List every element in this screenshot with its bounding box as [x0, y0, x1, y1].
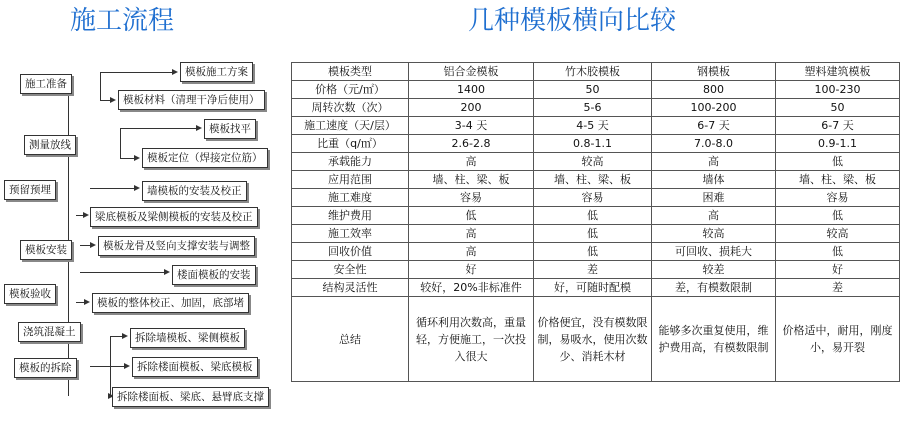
flow-branch: 模板找平 — [204, 119, 256, 139]
arrow-icon — [83, 212, 89, 218]
flow-connector — [100, 100, 110, 101]
summary-row — [292, 297, 900, 382]
table-cell: 墙、柱、梁、板 — [534, 171, 652, 189]
table-cell: 低 — [534, 243, 652, 261]
flow-connector — [76, 215, 83, 216]
flow-connector — [120, 158, 134, 159]
flow-connector — [100, 72, 101, 100]
table-row — [292, 243, 900, 261]
table-cell: 6-7 天 — [776, 117, 900, 135]
table-cell: 5-6 — [534, 99, 652, 117]
table-row — [292, 153, 900, 171]
flow-step-survey: 测量放线 — [24, 135, 76, 155]
table-row — [292, 171, 900, 189]
table-cell: 7.0-8.0 — [652, 135, 776, 153]
table-cell: 低 — [776, 153, 900, 171]
flow-branch: 模板定位（焊接定位筋） — [142, 148, 268, 168]
flow-step-embed: 预留预埋 — [4, 180, 56, 200]
table-cell: 低 — [776, 243, 900, 261]
flow-branch: 模板龙骨及竖向支撑安装与调整 — [98, 236, 255, 256]
table-cell: 0.9-1.1 — [776, 135, 900, 153]
table-header-row — [292, 63, 900, 81]
summary-cell: 价格便宜，没有模数限制，易吸水，使用次数少、消耗木材 — [534, 297, 652, 382]
row-label: 承载能力 — [292, 153, 409, 171]
construction-flowchart — [0, 0, 290, 422]
row-label: 施工效率 — [292, 225, 409, 243]
flow-connector — [80, 272, 164, 273]
table-cell: 高 — [409, 243, 534, 261]
table-cell: 50 — [534, 81, 652, 99]
row-label: 价格（元/㎡） — [292, 81, 409, 99]
table-cell: 差，有模数限制 — [652, 279, 776, 297]
column-header: 模板类型 — [292, 63, 409, 81]
comparison-title: 几种模板横向比较 — [468, 6, 677, 36]
table-cell: 2.6-2.8 — [409, 135, 534, 153]
arrow-icon — [172, 69, 178, 75]
table-row — [292, 207, 900, 225]
flow-branch: 拆除楼面模板、梁底模板 — [132, 357, 258, 377]
table-cell: 容易 — [534, 189, 652, 207]
arrow-icon — [134, 155, 140, 161]
table-row — [292, 117, 900, 135]
table-row — [292, 279, 900, 297]
table-cell: 3-4 天 — [409, 117, 534, 135]
flow-branch: 模板施工方案 — [180, 62, 253, 82]
table-row — [292, 99, 900, 117]
table-cell: 墙、柱、梁、板 — [776, 171, 900, 189]
flow-step-dismantle: 模板的拆除 — [14, 358, 77, 378]
table-cell: 低 — [534, 225, 652, 243]
table-cell: 可回收、损耗大 — [652, 243, 776, 261]
arrow-icon — [124, 363, 130, 369]
row-label: 安全性 — [292, 261, 409, 279]
table-cell: 好 — [409, 261, 534, 279]
column-header: 塑料建筑模板 — [776, 63, 900, 81]
summary-label: 总结 — [292, 297, 409, 382]
table-cell: 差 — [534, 261, 652, 279]
column-header: 铝合金模板 — [409, 63, 534, 81]
table-cell: 较高 — [652, 225, 776, 243]
table-cell: 低 — [409, 207, 534, 225]
table-cell: 低 — [534, 207, 652, 225]
flow-step-install: 模板安装 — [20, 240, 72, 260]
flow-title: 施工流程 — [70, 6, 175, 36]
row-label: 应用范围 — [292, 171, 409, 189]
table-row — [292, 261, 900, 279]
row-label: 施工速度（天/层） — [292, 117, 409, 135]
table-cell: 高 — [652, 207, 776, 225]
table-cell: 较高 — [534, 153, 652, 171]
arrow-icon — [84, 299, 90, 305]
table-cell: 墙体 — [652, 171, 776, 189]
table-cell: 800 — [652, 81, 776, 99]
table-cell: 好 — [776, 261, 900, 279]
flow-connector — [90, 188, 134, 189]
row-label: 结构灵活性 — [292, 279, 409, 297]
flow-branch: 模板的整体校正、加固，底部堵 — [92, 293, 249, 313]
table-cell: 较差 — [652, 261, 776, 279]
formwork-comparison-table — [291, 62, 900, 382]
row-label: 周转次数（次） — [292, 99, 409, 117]
flow-step-pour: 浇筑混凝土 — [18, 322, 81, 342]
summary-cell: 价格适中，耐用，刚度小，易开裂 — [776, 297, 900, 382]
column-header: 钢模板 — [652, 63, 776, 81]
flow-connector — [110, 336, 122, 337]
flow-branch: 拆除墙模板、梁侧模板 — [130, 328, 245, 348]
table-cell: 低 — [776, 207, 900, 225]
flow-step-inspect: 模板验收 — [4, 284, 56, 304]
flow-connector — [80, 245, 90, 246]
arrow-icon — [122, 333, 128, 339]
arrow-icon — [90, 242, 96, 248]
table-cell: 100-230 — [776, 81, 900, 99]
column-header: 竹木胶模板 — [534, 63, 652, 81]
table-cell: 6-7 天 — [652, 117, 776, 135]
table-cell: 墙、柱、梁、板 — [409, 171, 534, 189]
table-cell: 高 — [409, 225, 534, 243]
arrow-icon — [134, 185, 140, 191]
table-cell: 1400 — [409, 81, 534, 99]
flow-connector — [100, 72, 172, 73]
table-cell: 高 — [652, 153, 776, 171]
flow-connector — [76, 302, 84, 303]
table-cell: 50 — [776, 99, 900, 117]
table-cell: 高 — [409, 153, 534, 171]
flow-connector — [120, 128, 196, 129]
table-row — [292, 189, 900, 207]
table-cell: 100-200 — [652, 99, 776, 117]
flow-branch: 梁底模板及梁侧模板的安装及校正 — [90, 207, 258, 227]
flow-connector — [90, 366, 124, 367]
row-label: 施工难度 — [292, 189, 409, 207]
flow-branch: 楼面模板的安装 — [172, 265, 256, 285]
table-cell: 0.8-1.1 — [534, 135, 652, 153]
table-cell: 差 — [776, 279, 900, 297]
flow-connector — [120, 128, 121, 158]
table-cell: 较高 — [776, 225, 900, 243]
table-cell: 容易 — [776, 189, 900, 207]
table-cell: 较好，20%非标准件 — [409, 279, 534, 297]
table-row — [292, 225, 900, 243]
arrow-icon — [164, 269, 170, 275]
table-cell: 好，可随时配模 — [534, 279, 652, 297]
row-label: 比重（q/㎡） — [292, 135, 409, 153]
table-cell: 4-5 天 — [534, 117, 652, 135]
flow-step-prepare: 施工准备 — [20, 74, 72, 94]
summary-cell: 能够多次重复使用，维护费用高，有模数限制 — [652, 297, 776, 382]
flow-branch: 墙模板的安装及校正 — [142, 181, 247, 201]
table-row — [292, 135, 900, 153]
table-cell: 困难 — [652, 189, 776, 207]
row-label: 回收价值 — [292, 243, 409, 261]
row-label: 维护费用 — [292, 207, 409, 225]
arrow-icon — [110, 97, 116, 103]
flow-branch: 模板材料（清理干净后使用） — [118, 90, 265, 110]
table-row — [292, 81, 900, 99]
arrow-icon — [196, 125, 202, 131]
table-cell: 容易 — [409, 189, 534, 207]
summary-cell: 循环利用次数高，重量轻，方便施工，一次投入很大 — [409, 297, 534, 382]
table-cell: 200 — [409, 99, 534, 117]
flow-branch: 拆除楼面板、梁底、悬臂底支撑 — [112, 387, 269, 407]
